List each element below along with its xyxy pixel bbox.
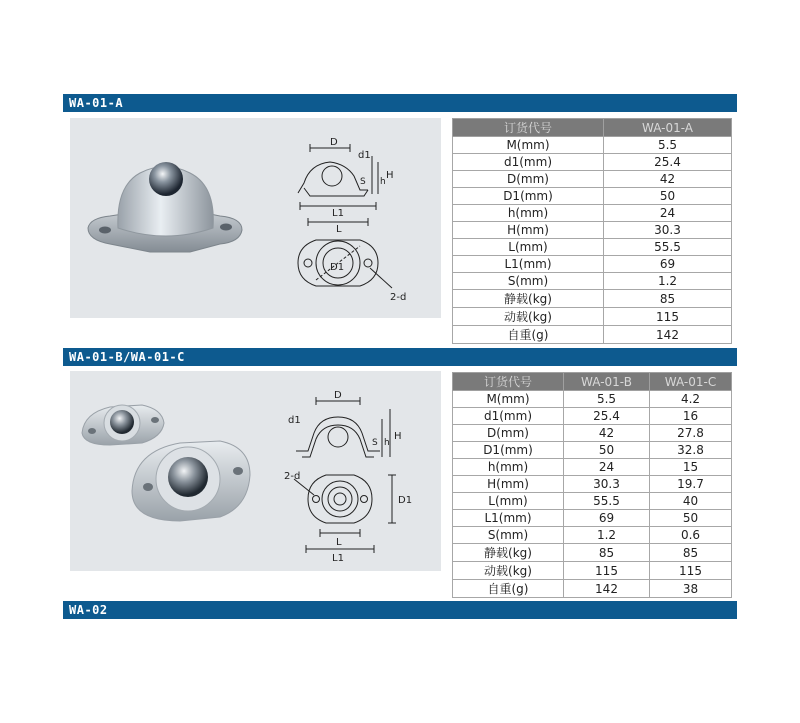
row-value: 30.3 — [604, 222, 732, 239]
section-title-wa-01-a: WA-01-A — [63, 94, 737, 112]
row-value: 25.4 — [604, 154, 732, 171]
spec-table-wa-01-a — [452, 118, 732, 344]
row-label: L(mm) — [453, 493, 564, 510]
row-value-b: 69 — [564, 510, 650, 527]
header-order-code: 订货代号 — [453, 119, 604, 137]
row-label: L1(mm) — [453, 510, 564, 527]
row-value-c: 32.8 — [650, 442, 732, 459]
row-value-b: 55.5 — [564, 493, 650, 510]
table-header-row — [453, 119, 732, 137]
row-label: L(mm) — [453, 239, 604, 256]
table-row — [453, 188, 732, 205]
table-row — [453, 527, 732, 544]
label-L-b: L — [336, 537, 342, 548]
label-h: h — [380, 177, 386, 187]
section-title-wa-02: WA-02 — [63, 601, 737, 619]
row-label: d1(mm) — [453, 154, 604, 171]
table-row — [453, 580, 732, 598]
row-label: 动载(kg) — [453, 562, 564, 580]
row-label: M(mm) — [453, 137, 604, 154]
row-label: S(mm) — [453, 273, 604, 290]
header-model-c: WA-01-C — [650, 373, 732, 391]
row-value: 69 — [604, 256, 732, 273]
row-value: 1.2 — [604, 273, 732, 290]
row-label: D(mm) — [453, 171, 604, 188]
label-L: L — [336, 224, 342, 235]
row-value-b: 142 — [564, 580, 650, 598]
row-value-c: 4.2 — [650, 391, 732, 408]
row-value-c: 16 — [650, 408, 732, 425]
row-value-b: 25.4 — [564, 408, 650, 425]
table-row — [453, 459, 732, 476]
label-S: S — [360, 177, 366, 187]
row-value: 115 — [604, 308, 732, 326]
row-value: 142 — [604, 326, 732, 344]
row-label: 动载(kg) — [453, 308, 604, 326]
label-H-b: H — [394, 431, 402, 442]
row-value-b: 42 — [564, 425, 650, 442]
row-label: 静载(kg) — [453, 544, 564, 562]
row-label: M(mm) — [453, 391, 564, 408]
row-label: D1(mm) — [453, 442, 564, 459]
row-value: 85 — [604, 290, 732, 308]
row-value: 42 — [604, 171, 732, 188]
table-row — [453, 562, 732, 580]
row-value: 50 — [604, 188, 732, 205]
label-H: H — [386, 170, 394, 181]
table-row — [453, 154, 732, 171]
row-value: 55.5 — [604, 239, 732, 256]
label-D-b: D — [334, 390, 342, 401]
label-L1-b: L1 — [332, 553, 344, 564]
row-value-b: 24 — [564, 459, 650, 476]
row-label: 静载(kg) — [453, 290, 604, 308]
row-value-b: 115 — [564, 562, 650, 580]
table-row — [453, 137, 732, 154]
row-value-c: 38 — [650, 580, 732, 598]
row-value-c: 40 — [650, 493, 732, 510]
table-row — [453, 408, 732, 425]
row-label: 自重(g) — [453, 580, 564, 598]
row-value: 24 — [604, 205, 732, 222]
table-row — [453, 205, 732, 222]
table-row — [453, 256, 732, 273]
table-row — [453, 171, 732, 188]
label-D: D — [330, 137, 338, 148]
section-title-wa-01-b-c: WA-01-B/WA-01-C — [63, 348, 737, 366]
row-label: L1(mm) — [453, 256, 604, 273]
row-value-b: 5.5 — [564, 391, 650, 408]
table-row — [453, 290, 732, 308]
label-h-b: h — [384, 438, 390, 448]
row-label: S(mm) — [453, 527, 564, 544]
label-d1-b: d1 — [288, 415, 301, 426]
row-value: 5.5 — [604, 137, 732, 154]
table-row — [453, 391, 732, 408]
product-photo-panel-a — [70, 118, 441, 318]
table-row — [453, 273, 732, 290]
table-row — [453, 493, 732, 510]
label-D1-b: D1 — [398, 495, 413, 506]
row-label: h(mm) — [453, 205, 604, 222]
spec-table-wa-01-b-c — [452, 372, 732, 598]
table-row — [453, 239, 732, 256]
row-label: H(mm) — [453, 476, 564, 493]
row-value-c: 50 — [650, 510, 732, 527]
row-value-b: 85 — [564, 544, 650, 562]
row-label: d1(mm) — [453, 408, 564, 425]
row-value-c: 115 — [650, 562, 732, 580]
table-row — [453, 308, 732, 326]
label-2d-b: 2-d — [284, 471, 301, 482]
row-value-c: 85 — [650, 544, 732, 562]
table-header-row — [453, 373, 732, 391]
table-row — [453, 425, 732, 442]
table-row — [453, 544, 732, 562]
table-row — [453, 326, 732, 344]
label-d1: d1 — [358, 150, 371, 161]
table-row — [453, 476, 732, 493]
table-row — [453, 510, 732, 527]
row-label: D1(mm) — [453, 188, 604, 205]
label-S-b: S — [372, 438, 378, 448]
row-value-b: 50 — [564, 442, 650, 459]
row-label: D(mm) — [453, 425, 564, 442]
row-value-c: 15 — [650, 459, 732, 476]
row-value-c: 19.7 — [650, 476, 732, 493]
product-photo-panel-b — [70, 371, 441, 571]
row-value-c: 27.8 — [650, 425, 732, 442]
row-value-b: 1.2 — [564, 527, 650, 544]
header-order-code: 订货代号 — [453, 373, 564, 391]
label-2d: 2-d — [390, 292, 407, 303]
row-label: h(mm) — [453, 459, 564, 476]
row-label: H(mm) — [453, 222, 604, 239]
table-row — [453, 442, 732, 459]
label-L1: L1 — [332, 208, 344, 219]
header-model: WA-01-A — [604, 119, 732, 137]
label-D1: D1 — [330, 262, 345, 273]
row-value-b: 30.3 — [564, 476, 650, 493]
dimension-drawing-b — [280, 379, 430, 567]
header-model-b: WA-01-B — [564, 373, 650, 391]
dimension-drawing-a — [280, 128, 430, 313]
table-row — [453, 222, 732, 239]
row-value-c: 0.6 — [650, 527, 732, 544]
row-label: 自重(g) — [453, 326, 604, 344]
